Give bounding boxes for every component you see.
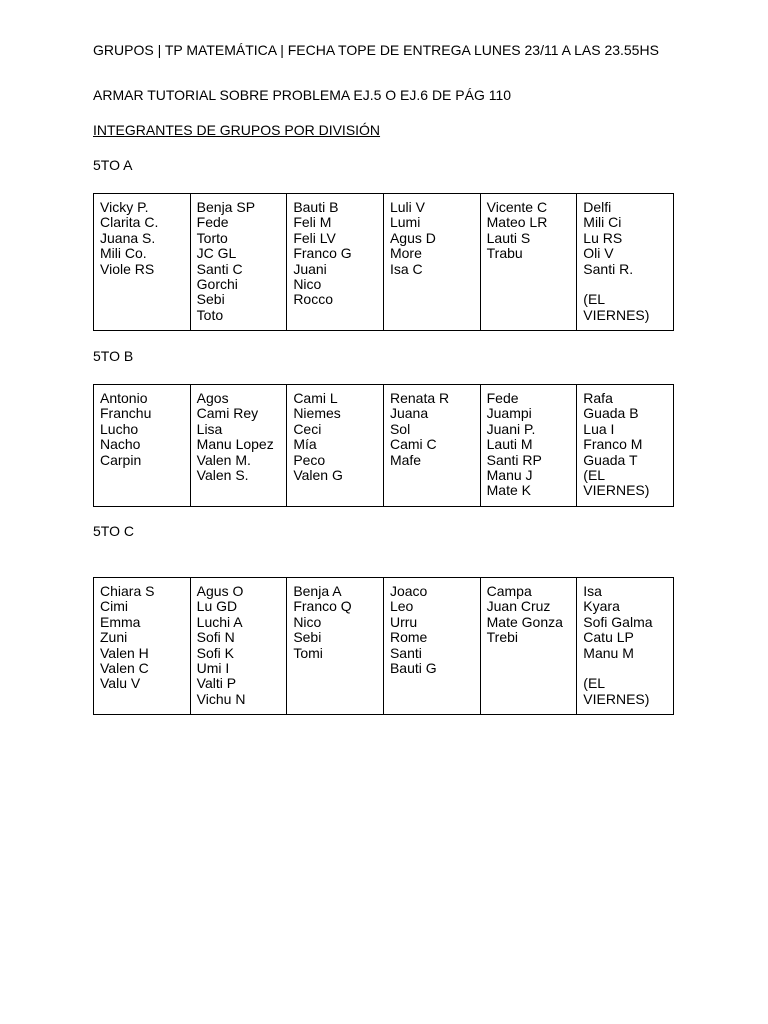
group-cell [190,578,287,715]
group-member: Nacho [100,436,141,453]
group-cell [383,385,480,507]
group-member: (EL [583,291,606,308]
group-member: Umi I [196,660,230,677]
group-member: Rafa [583,390,613,406]
group-cell [480,385,577,507]
group-member: Isa C [389,260,423,277]
group-member: Lucho [100,420,139,437]
group-member: Guada T [583,451,638,468]
group-cell [577,194,674,331]
group-member: Rocco [293,291,333,308]
division-label-5to-c: 5TO C [93,523,134,539]
group-member: Vicky P. [100,199,149,215]
group-member: Franco Q [293,598,352,615]
group-cell [94,385,191,507]
group-member: Peco [293,451,326,468]
group-member [583,661,667,676]
group-cell [383,578,480,715]
group-member: Lumi [389,214,421,231]
group-member: Emma [100,613,141,630]
group-member: Isa [583,583,602,599]
group-member: Nico [293,613,322,630]
group-member: Clarita C. [100,214,159,231]
group-member: Mate K [486,482,531,499]
group-member: Luchi A [196,613,243,630]
group-member: Valen G [293,467,343,484]
group-member: Vicente C [486,199,548,215]
group-member: VIERNES) [583,306,650,323]
group-member: Fede [486,390,519,406]
group-member: VIERNES) [583,482,650,499]
group-member: Feli LV [293,229,336,246]
group-member: Lua I [583,420,615,437]
group-cell [94,194,191,331]
group-member: Santi C [196,260,243,277]
group-member: Bauti G [389,660,437,677]
group-member: Zuni [100,629,128,646]
group-member: Lauti M [486,436,533,453]
group-member: Oli V [583,245,614,262]
group-member: Nico [293,276,322,293]
document-title: GRUPOS | TP MATEMÁTICA | FECHA TOPE DE ENTREGA LUNES 23/11 A LAS 23.55HS [93,42,659,58]
group-member: Mía [293,436,317,453]
group-member [583,277,667,292]
group-member: Santi [389,644,422,661]
group-member: Juampi [486,405,532,422]
group-member: Lauti S [486,229,531,246]
group-member: Mate Gonza [486,613,563,630]
group-member: (EL [583,467,606,484]
group-member: Delfi [583,199,612,215]
group-member: More [389,245,422,262]
group-member: Cami C [389,436,437,453]
group-member: Trebi [486,629,519,646]
group-member: Sofi K [196,644,235,661]
group-member: Mateo LR [486,214,548,231]
groups-table-5to-a [93,193,674,331]
group-member: Franchu [100,405,152,422]
group-member: Cami L [293,390,338,406]
group-member: Valen S. [196,467,249,484]
group-cell [480,578,577,715]
group-member: Cimi [100,598,128,615]
table-row [94,578,674,715]
group-member: Carpin [100,451,142,468]
groups-table-5to-c [93,577,674,715]
group-member: Valti P [196,675,237,692]
group-member: Sebi [293,629,322,646]
group-member: Agos [196,390,229,406]
group-member: Valen M. [196,451,251,468]
group-member: Lisa [196,420,223,437]
group-member: Campa [486,583,532,599]
group-cell [480,194,577,331]
group-member: Vichu N [196,690,246,707]
group-member: Cami Rey [196,405,259,422]
group-member: Sol [389,420,411,437]
group-member: Juana [389,405,429,422]
group-member: Rome [389,629,428,646]
group-cell [577,578,674,715]
group-member: Catu LP [583,629,634,646]
group-member: Manu Lopez [196,436,274,453]
group-member: Niemes [293,405,341,422]
group-member: VIERNES) [583,690,650,707]
group-member: Leo [389,598,414,615]
group-member: Ceci [293,420,322,437]
group-member: Manu M [583,644,634,661]
groups-table-5to-b [93,384,674,507]
group-member: Feli M [293,214,332,231]
group-member: Gorchi [196,276,238,293]
group-member: Fede [196,214,229,231]
table-row [94,194,674,331]
group-member: JC GL [196,245,237,262]
group-member: Kyara [583,598,620,615]
group-member: Franco G [293,245,352,262]
group-member: Viole RS [100,260,155,277]
group-member: Juana S. [100,229,156,246]
group-member: Tomi [293,644,323,661]
group-member: Toto [196,306,224,323]
group-cell [383,194,480,331]
group-member: Sofi N [196,629,235,646]
group-member: Franco M [583,436,643,453]
task-description: ARMAR TUTORIAL SOBRE PROBLEMA EJ.5 O EJ.6 DE PÁG 110 [93,87,512,103]
group-member: Renata R [389,390,450,406]
table-row [94,385,674,507]
group-member: Guada B [583,405,639,422]
group-member: Juan Cruz [486,598,551,615]
group-member: Lu GD [196,598,238,615]
division-label-5to-a: 5TO A [93,157,133,173]
group-member: Juani [293,260,327,277]
group-member: Luli V [389,199,425,215]
group-member: Benja A [293,583,342,599]
group-member: Benja SP [196,199,256,215]
group-member: Trabu [486,245,523,262]
group-member: Agus O [196,583,244,599]
group-member: Santi R. [583,260,634,277]
group-cell [287,578,384,715]
groups-heading: INTEGRANTES DE GRUPOS POR DIVISIÓN [93,122,381,138]
group-cell [94,578,191,715]
group-cell [190,194,287,331]
group-member: Bauti B [293,199,339,215]
group-member: Joaco [389,583,428,599]
group-member: Agus D [389,229,436,246]
group-member: Antonio [100,390,148,406]
group-member: (EL [583,675,606,692]
group-member: Mili Ci [583,214,622,231]
group-cell [287,385,384,507]
group-member: Valen C [100,660,149,677]
group-member: Torto [196,229,228,246]
group-member: Chiara S [100,583,155,599]
group-member: Mili Co. [100,245,147,262]
division-label-5to-b: 5TO B [93,348,134,364]
group-member: Sebi [196,291,225,308]
group-member: Juani P. [486,420,536,437]
group-cell [287,194,384,331]
group-member: Santi RP [486,451,542,468]
group-member: Manu J [486,467,533,484]
group-cell [577,385,674,507]
group-member: Lu RS [583,229,623,246]
group-cell [190,385,287,507]
group-member: Urru [389,613,418,630]
group-member: Valen H [100,644,149,661]
group-member: Valu V [100,675,141,692]
group-member: Mafe [389,451,422,468]
group-member: Sofi Galma [583,613,653,630]
